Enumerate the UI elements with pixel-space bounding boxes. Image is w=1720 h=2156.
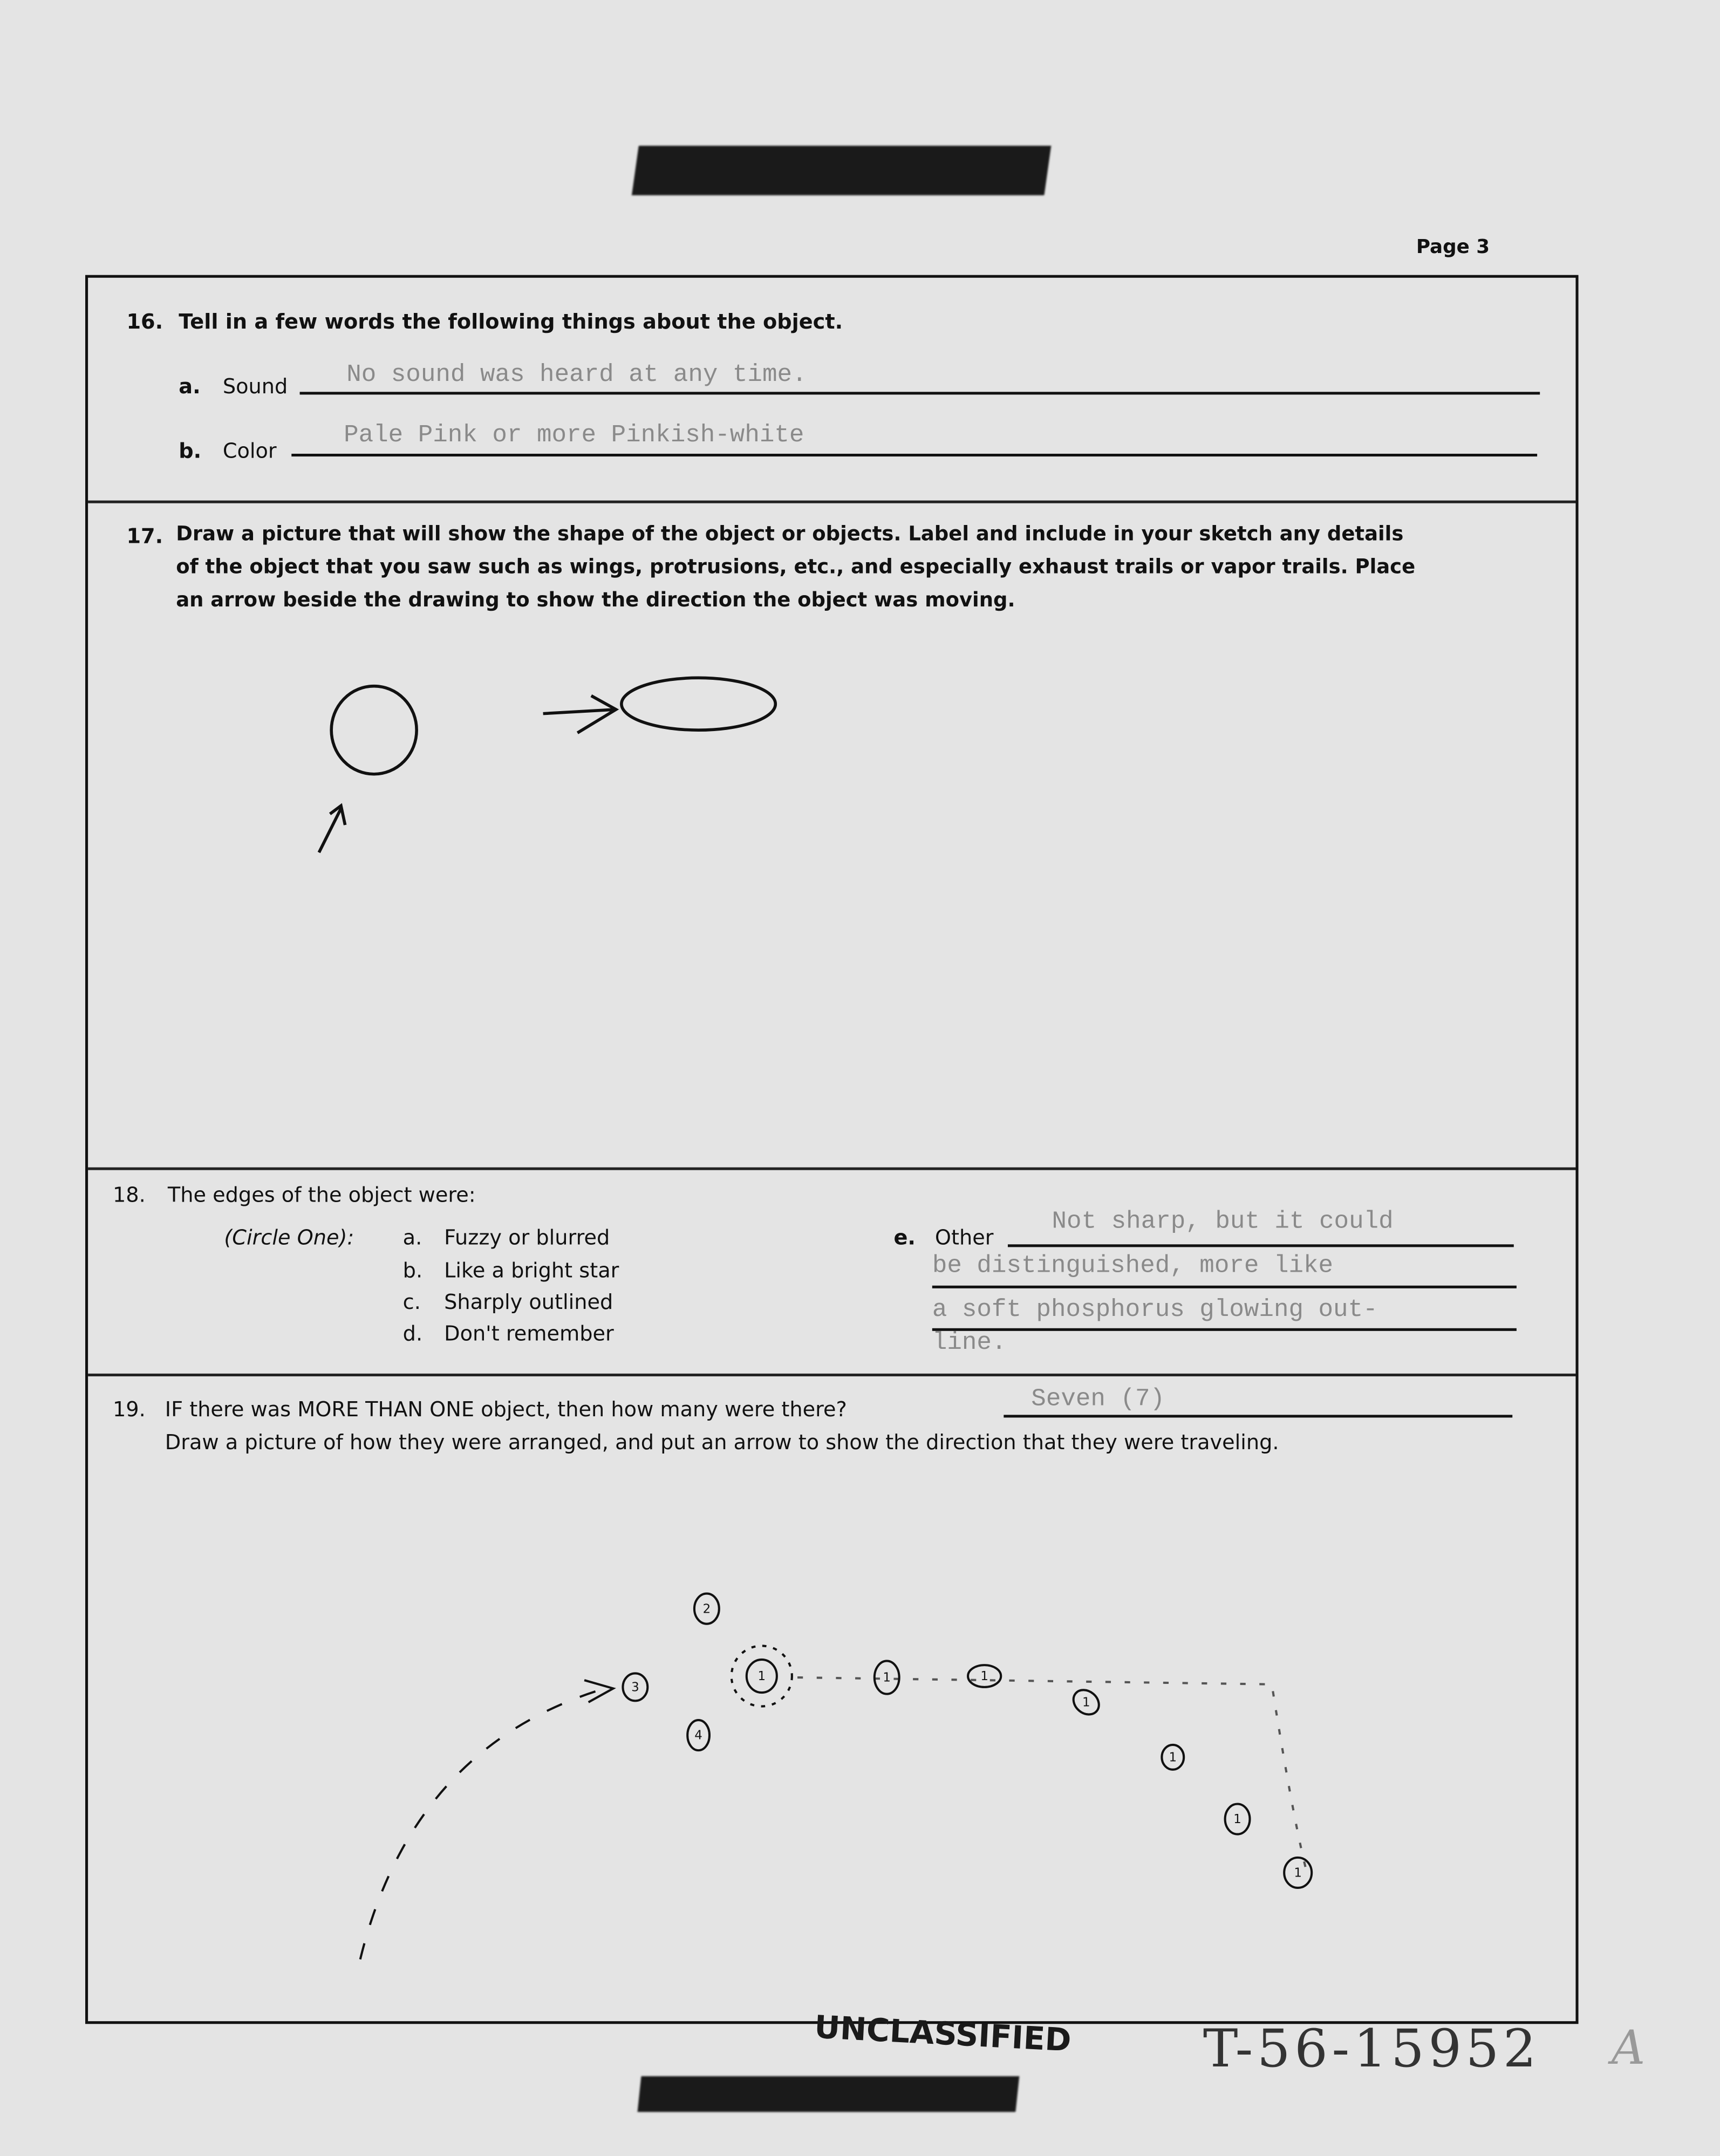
- option-key: e.: [893, 1225, 916, 1250]
- classification-stamp: UNCLASSIFIED: [813, 2010, 1073, 2059]
- question-text: Draw a picture that will show the shape of the object or objects. Label and include in your sketch any details: [176, 523, 1404, 546]
- marker-label: 2: [702, 1602, 711, 1616]
- trajectory-dashes: [360, 1688, 605, 1959]
- other-field-line[interactable]: line.: [932, 1329, 1007, 1357]
- question-text: Draw a picture of how they were arranged, and put an arrow to show the direction that they were traveling.: [165, 1430, 1279, 1455]
- question-text: The edges of the object were:: [167, 1182, 476, 1207]
- question-number: 18.: [112, 1182, 146, 1207]
- item-key: b.: [179, 438, 202, 463]
- marker-label: 3: [631, 1680, 639, 1695]
- question-text: Tell in a few words the following things about the object.: [179, 309, 843, 335]
- instruction: (Circle One):: [224, 1225, 354, 1250]
- marker-label: 1: [883, 1670, 891, 1685]
- option-bright-star[interactable]: Like a bright star: [444, 1258, 619, 1283]
- sound-field[interactable]: No sound was heard at any time.: [346, 361, 807, 390]
- item-key: a.: [179, 374, 201, 399]
- option-sharply-outlined[interactable]: Sharply outlined: [444, 1289, 613, 1315]
- marker-label: 1: [1294, 1866, 1302, 1880]
- page-number: Page 3: [1416, 236, 1490, 259]
- question-text: IF there was MORE THAN ONE object, then how many were there?: [165, 1397, 847, 1422]
- document-number-suffix: A: [1611, 2021, 1646, 2077]
- marker-label: 1: [757, 1669, 766, 1684]
- option-key: b.: [402, 1258, 423, 1283]
- option-key: c.: [402, 1289, 421, 1315]
- option-fuzzy[interactable]: Fuzzy or blurred: [444, 1225, 610, 1250]
- arrow-icon: [584, 1680, 613, 1702]
- question-number: 17.: [126, 523, 163, 549]
- option-key: a.: [402, 1225, 422, 1250]
- marker-label: 1: [1082, 1695, 1090, 1710]
- question-number: 16.: [126, 309, 163, 335]
- color-field[interactable]: Pale Pink or more Pinkish-white: [344, 422, 804, 450]
- other-field-line[interactable]: be distinguished, more like: [932, 1252, 1334, 1280]
- document-number: T-56-15952: [1203, 2018, 1541, 2079]
- marker-label: 1: [1233, 1812, 1241, 1827]
- option-dont-remember[interactable]: Don't remember: [444, 1321, 614, 1346]
- sound-label: Sound: [222, 374, 288, 399]
- other-field-line[interactable]: Not sharp, but it could: [1052, 1209, 1394, 1237]
- other-label: Other: [934, 1225, 994, 1250]
- marker-label: 4: [694, 1728, 702, 1743]
- other-field-line[interactable]: a soft phosphorus glowing out-: [932, 1297, 1378, 1325]
- question-number: 19.: [112, 1397, 146, 1422]
- redaction-bar-bottom: [638, 2076, 1020, 2112]
- marker-label: 1: [980, 1669, 988, 1684]
- question-text: an arrow beside the drawing to show the direction the object was moving.: [176, 590, 1015, 612]
- count-field[interactable]: Seven (7): [1031, 1386, 1165, 1414]
- marker-label: 1: [1169, 1750, 1177, 1765]
- option-key: d.: [402, 1321, 423, 1346]
- color-label: Color: [222, 438, 277, 463]
- question-text: of the object that you saw such as wings, protrusions, etc., and especially exhaust trails or vapor trails. Place: [176, 557, 1416, 579]
